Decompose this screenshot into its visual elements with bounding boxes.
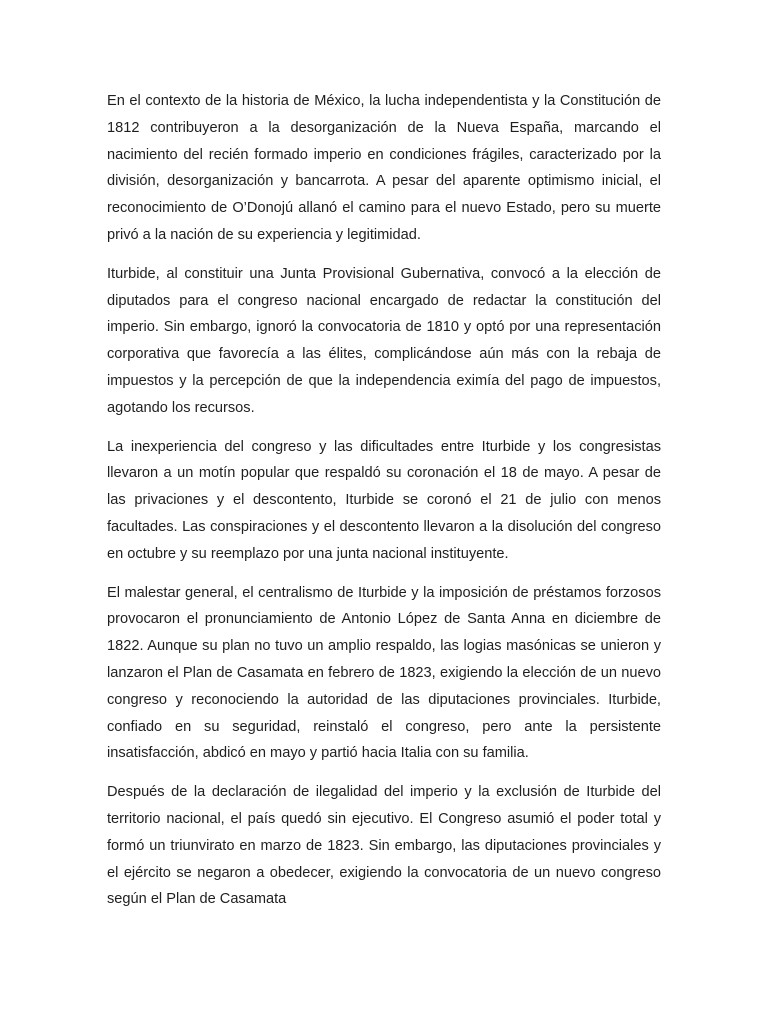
- paragraph-1: En el contexto de la historia de México, la lucha independentista y la Constitución de 1812 contribuyeron a la desorganización de la Nueva España, marcando el nacimiento del recién formado imperio en condiciones frágiles, caracterizado por la división, desorganización y bancarrota. A pesar del aparente optimismo inicial, el reconocimiento de O’Donojú allanó el camino para el nuevo Estado, pero su muerte privó a la nación de su experiencia y legitimidad.: [107, 93, 661, 243]
- paragraph-4: El malestar general, el centralismo de Iturbide y la imposición de préstamos forzosos provocaron el pronunciamiento de Antonio López de Santa Anna en diciembre de 1822. Aunque su plan no tuvo un amplio respaldo, las logias masónicas se unieron y lanzaron el Plan de Casamata en febrero de 1823, exigiendo la elección de un nuevo congreso y reconociendo la autoridad de las diputaciones provinciales. Iturbide, confiado en su seguridad, reinstaló el congreso, pero ante la persistente insatisfacción, abdicó en mayo y partió hacia Italia con su familia.: [107, 584, 661, 762]
- document-body: [107, 88, 661, 925]
- paragraph-5: Después de la declaración de ilegalidad del imperio y la exclusión de Iturbide del territorio nacional, el país quedó sin ejecutivo. El Congreso asumió el poder total y formó un triunvirato en marzo de 1823. Sin embargo, las diputaciones provinciales y el ejército se negaron a obedecer, exigiendo la convocatoria de un nuevo congreso según el Plan de Casamata: [107, 784, 661, 908]
- paragraph-2: Iturbide, al constituir una Junta Provisional Gubernativa, convocó a la elección de diputados para el congreso nacional encargado de redactar la constitución del imperio. Sin embargo, ignoró la convocatoria de 1810 y optó por una representación corporativa que favorecía a las élites, complicándose aún más con la rebaja de impuestos y la percepción de que la independencia eximía del pago de impuestos, agotando los recursos.: [107, 265, 661, 416]
- paragraph-3: La inexperiencia del congreso y las dificultades entre Iturbide y los congresistas llevaron a un motín popular que respaldó su coronación el 18 de mayo. A pesar de las privaciones y el descontento, Iturbide se coronó el 21 de julio con menos facultades. Las conspiraciones y el descontento llevaron a la disolución del congreso en octubre y su reemplazo por una junta nacional instituyente.: [107, 438, 661, 562]
